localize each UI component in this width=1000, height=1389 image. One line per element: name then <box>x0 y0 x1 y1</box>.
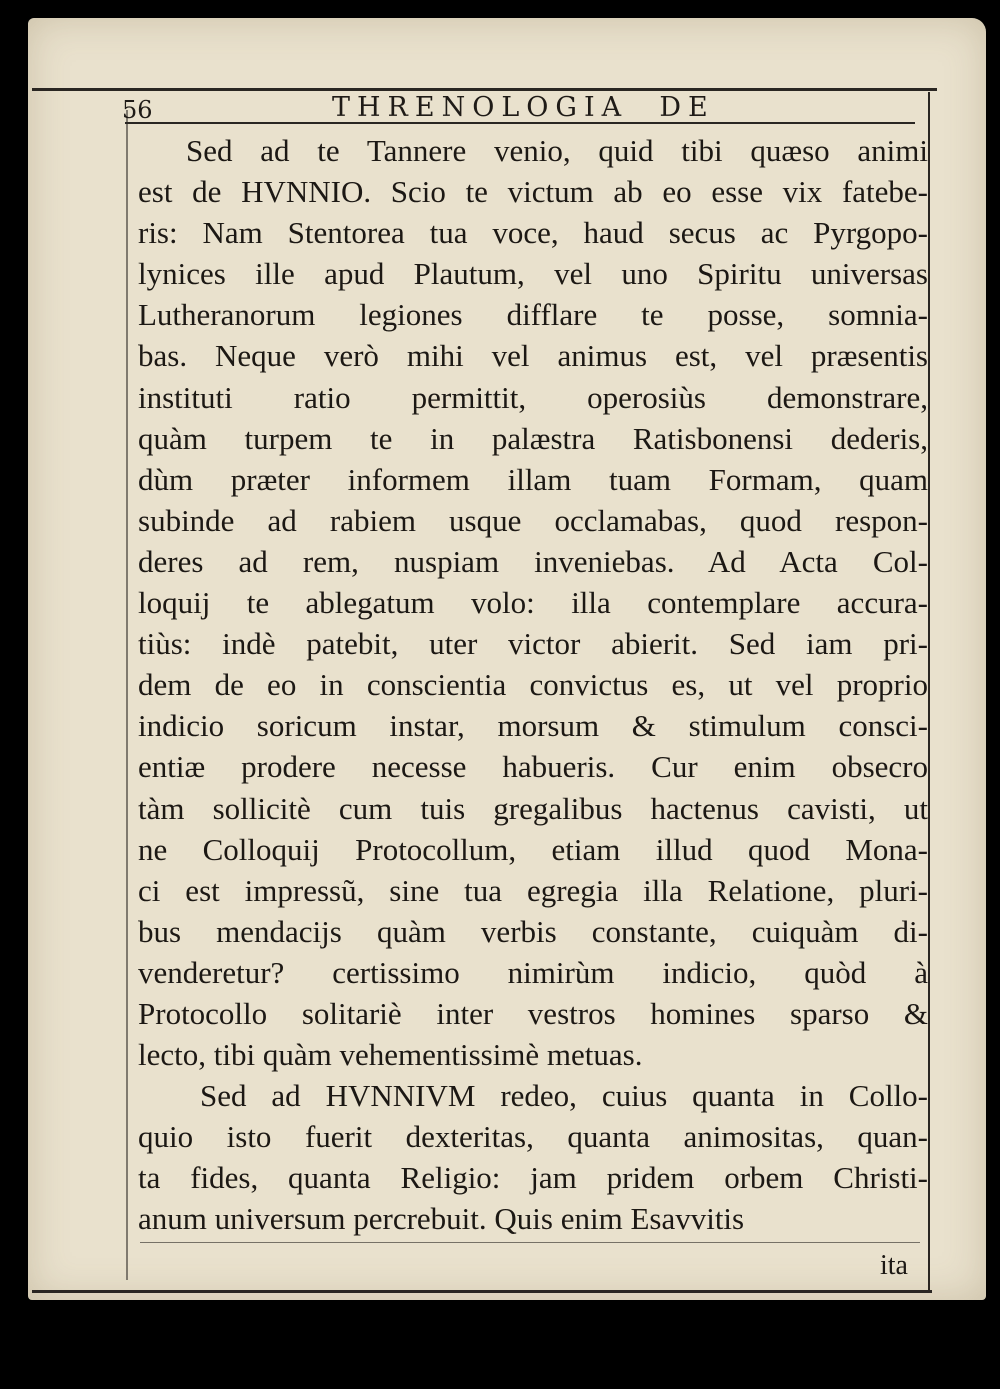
text-line: tiùs: indè patebit, uter victor abierit. Sed iam pri- <box>138 626 928 662</box>
text-line: Sed ad te Tannere venio, quid tibi quæso animi <box>186 133 928 168</box>
text-line: venderetur? certissimo nimirùm indicio, quòd à <box>138 954 928 990</box>
text-line: ci est impressũ, sine tua egregia illa Relatione, pluri- <box>138 872 928 908</box>
text-line: est de HVNNIO. Scio te victum ab eo esse vix fatebe- <box>138 174 928 210</box>
text-line: quàm turpem te in palæstra Ratisbonensi dederis, <box>138 420 928 456</box>
text-line: bas. Neque verò mihi vel animus est, vel præsentis <box>138 338 928 374</box>
text-line: deres ad rem, nuspiam inveniebas. Ad Acta Col- <box>138 543 928 579</box>
text-line: lecto, tibi quàm vehementissimè metuas. <box>138 1037 643 1073</box>
right-margin-rule <box>928 92 930 1292</box>
page-number: 56 <box>122 96 153 124</box>
text-line: subinde ad rabiem usque occlamabas, quod respon- <box>138 502 928 538</box>
body-text <box>138 130 928 1240</box>
text-line: instituti ratio permittit, operosiùs demonstrare, <box>138 379 928 415</box>
text-line: Lutheranorum legiones difflare te posse, somnia- <box>138 297 928 333</box>
text-line: ta fides, quanta Religio: jam pridem orbem Christi- <box>138 1160 928 1196</box>
running-head: THRENOLOGIA DE <box>332 92 715 123</box>
text-line: loquij te ablegatum volo: illa contemplare accura- <box>138 585 928 621</box>
text-line: Sed ad HVNNIVM redeo, cuius quanta in Collo- <box>200 1078 928 1114</box>
text-line: ris: Nam Stentorea tua voce, haud secus ac Pyrgopo- <box>138 215 928 251</box>
bottom-border-rule <box>32 1290 932 1293</box>
left-margin-rule <box>126 110 128 1280</box>
top-border-rule <box>32 88 937 91</box>
page-header <box>122 92 922 122</box>
text-line: tàm sollicitè cum tuis gregalibus hactenus cavisti, ut <box>138 790 928 826</box>
text-line: anum universum percrebuit. Quis enim Esavvitis <box>138 1201 745 1237</box>
bottom-inner-rule <box>140 1242 920 1243</box>
catchword: ita <box>880 1250 908 1281</box>
text-line: ne Colloquij Protocollum, etiam illud quod Mona- <box>138 831 928 867</box>
text-line: Protocollo solitariè inter vestros homines sparso & <box>138 995 928 1031</box>
text-line: quio isto fuerit dexteritas, quanta animositas, quan- <box>138 1119 928 1155</box>
text-line: dùm præter informem illam tuam Formam, quam <box>138 461 928 497</box>
text-line: lynices ille apud Plautum, vel uno Spiritu universas <box>138 256 928 292</box>
text-line: bus mendacijs quàm verbis constante, cuiquàm di- <box>138 913 928 949</box>
text-line: entiæ prodere necesse habueris. Cur enim obsecro <box>138 749 928 785</box>
text-line: dem de eo in conscientia convictus es, ut vel proprio <box>138 667 928 703</box>
text-line: indicio soricum instar, morsum & stimulum consci- <box>138 708 928 744</box>
